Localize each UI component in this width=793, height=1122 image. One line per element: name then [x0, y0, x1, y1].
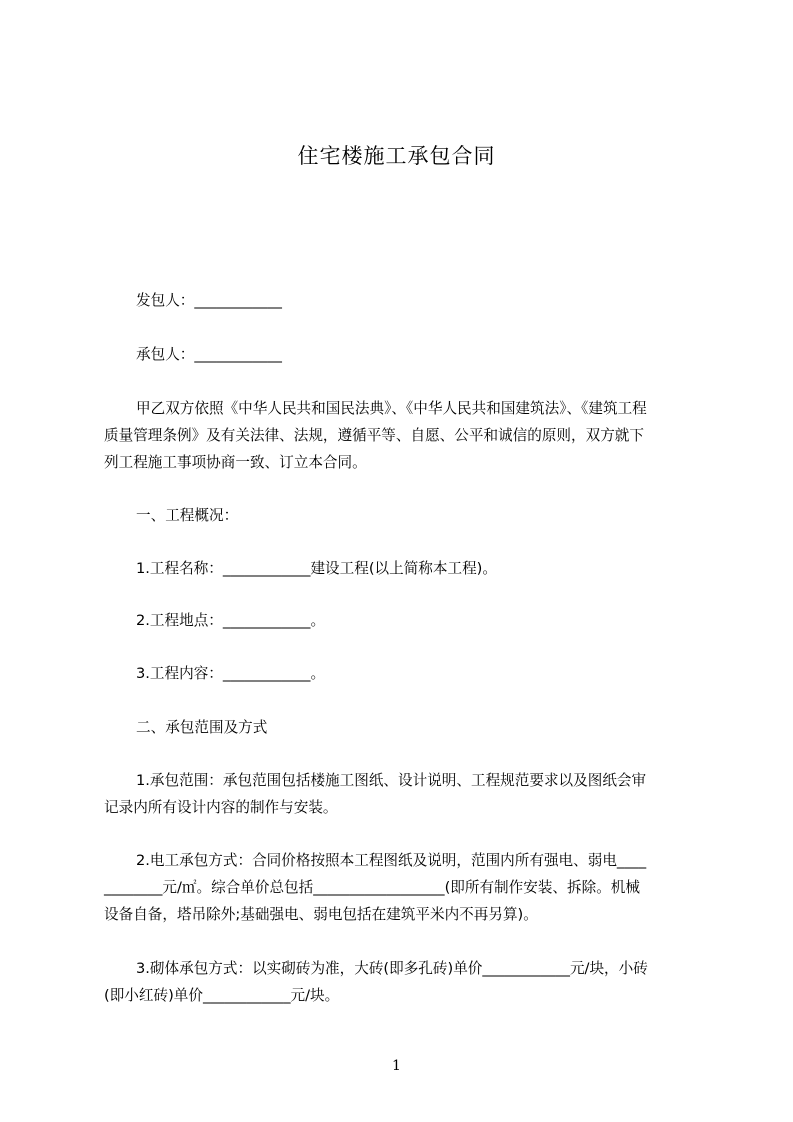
preamble-line-2: 质量管理条例》及有关法律、法规，遵循平等、自愿、公平和诚信的原则，双方就下 [104, 427, 644, 444]
electrical-line-1: 2.电工承包方式：合同价格按照本工程图纸及说明，范围内所有强电、弱电____ [136, 852, 647, 869]
party-a-line: 发包人：____________ [136, 292, 282, 309]
masonry-line-2: (即小红砖)单价____________元/块。 [104, 987, 340, 1004]
project-location-line: 2.工程地点：____________。 [136, 612, 326, 629]
masonry-line-1: 3.砌体承包方式：以实砌砖为准，大砖(即多孔砖)单价____________元/块，小砖 [136, 960, 648, 977]
preamble-line-1: 甲乙双方依照《中华人民共和国民法典》、《中华人民共和国建筑法》、《建筑工程 [136, 400, 647, 417]
project-content-line: 3.工程内容：____________。 [136, 665, 326, 682]
scope-line-2: 记录内所有设计内容的制作与安装。 [104, 799, 338, 816]
electrical-line-2: ________元/㎡。综合单价总包括__________________(即所有制作安装、拆除。机械 [104, 879, 640, 896]
project-name-line: 1.工程名称：____________建设工程(以上简称本工程)。 [136, 560, 497, 577]
electrical-line-3: 设备自备，塔吊除外;基础强电、弱电包括在建筑平米内不再另算)。 [104, 906, 538, 923]
section-2-heading: 二、承包范围及方式 [136, 719, 268, 736]
page-number: 1 [392, 1058, 401, 1074]
party-b-line: 承包人：____________ [136, 346, 282, 363]
preamble-line-3: 列工程施工事项协商一致、订立本合同。 [104, 454, 367, 471]
document-title: 住宅楼施工承包合同 [297, 144, 496, 168]
section-1-heading: 一、工程概况： [136, 507, 239, 524]
scope-line-1: 1.承包范围：承包范围包括楼施工图纸、设计说明、工程规范要求以及图纸会审 [136, 772, 647, 789]
